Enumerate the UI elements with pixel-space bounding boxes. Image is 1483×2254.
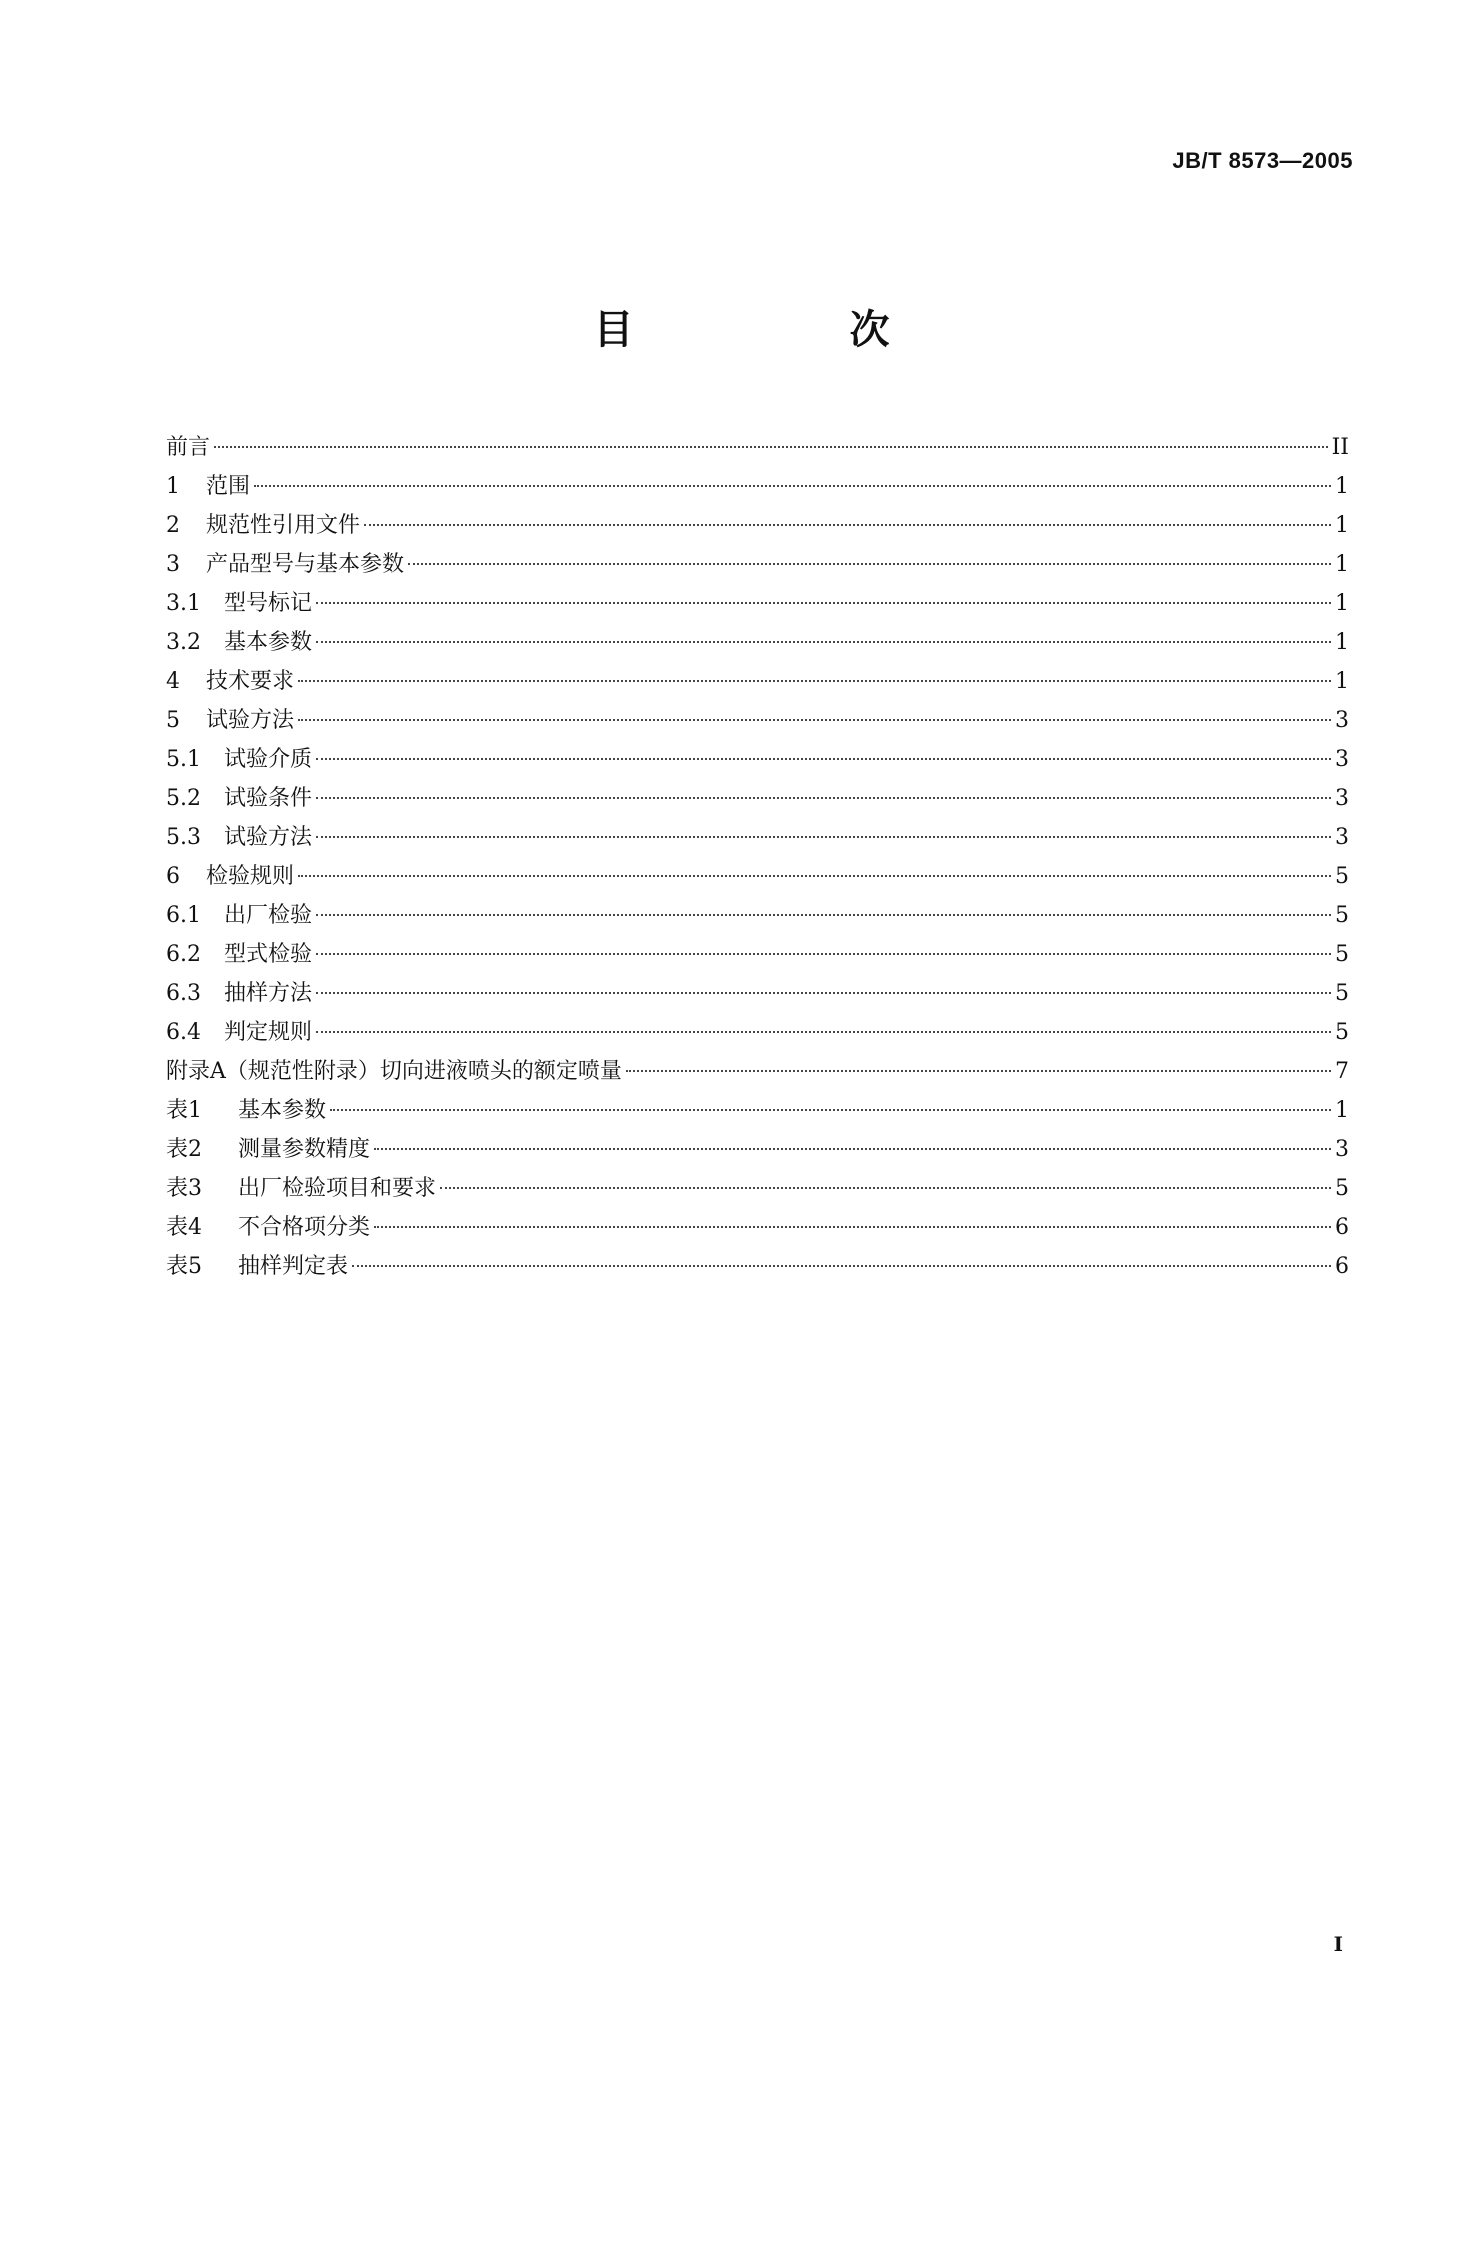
- toc-entry[interactable]: [166, 623, 1349, 662]
- toc-entry-table[interactable]: [166, 1247, 1349, 1286]
- toc-entry-title: 出厂检验项目和要求: [238, 1176, 437, 1201]
- toc-entry-page: 1: [1335, 591, 1349, 616]
- toc-entry-title: 附录A（规范性附录）切向进液喷头的额定喷量: [166, 1059, 622, 1084]
- toc-entry[interactable]: [166, 740, 1349, 779]
- toc-entry-page: 5: [1335, 903, 1349, 928]
- toc-entry-title: 基本参数: [238, 1098, 327, 1123]
- toc-entry[interactable]: [166, 1013, 1349, 1052]
- toc-entry[interactable]: [166, 935, 1349, 974]
- toc-entry-number: 3.1: [166, 591, 201, 616]
- toc-entry-page: 5: [1335, 864, 1349, 889]
- toc-entry-page: II: [1331, 435, 1349, 460]
- toc-entry-page: 6: [1335, 1254, 1349, 1279]
- toc-entry-number: 2: [166, 513, 180, 538]
- standard-code: JB/T 8573—2005: [1172, 148, 1353, 173]
- toc-entry-title: 检验规则: [206, 864, 295, 889]
- toc-entry-title: 型号标记: [224, 591, 313, 616]
- toc-entry-number: 5.1: [166, 747, 201, 772]
- dot-leader: [316, 641, 1331, 643]
- toc-entry-title: 产品型号与基本参数: [206, 552, 405, 577]
- toc-entry-page: 1: [1335, 669, 1349, 694]
- dot-leader: [626, 1070, 1331, 1072]
- toc-entry-page: 5: [1335, 981, 1349, 1006]
- dot-leader: [364, 524, 1331, 526]
- toc-entry-page: 7: [1335, 1059, 1349, 1084]
- toc-entry-number: 表5: [166, 1254, 202, 1279]
- dot-leader: [316, 992, 1331, 994]
- toc-entry-title: 不合格项分类: [238, 1215, 371, 1240]
- toc-entry-number: 4: [166, 669, 180, 694]
- dot-leader: [352, 1265, 1331, 1267]
- dot-leader: [440, 1187, 1331, 1189]
- dot-leader: [298, 875, 1331, 877]
- toc-entry-page: 3: [1335, 1137, 1349, 1162]
- dot-leader: [316, 797, 1331, 799]
- toc-entry-title: 出厂检验: [224, 903, 313, 928]
- toc-entry-title: 测量参数精度: [238, 1137, 371, 1162]
- toc-entry-number: 5.3: [166, 825, 201, 850]
- toc-entry[interactable]: [166, 506, 1349, 545]
- toc-entry[interactable]: [166, 662, 1349, 701]
- dot-leader: [316, 914, 1331, 916]
- toc-entry[interactable]: [166, 779, 1349, 818]
- toc-entry-table[interactable]: [166, 1169, 1349, 1208]
- dot-leader: [374, 1226, 1331, 1228]
- toc-entry-title: 抽样方法: [224, 981, 313, 1006]
- toc-entry-page: 6: [1335, 1215, 1349, 1240]
- dot-leader: [316, 953, 1331, 955]
- toc-entry-number: 表4: [166, 1215, 202, 1240]
- toc-entry-number: 6.1: [166, 903, 201, 928]
- toc-entry-title: 范围: [206, 474, 251, 499]
- toc-entry-number: 6: [166, 864, 180, 889]
- table-of-contents: [166, 428, 1349, 1286]
- toc-entry-number: 表3: [166, 1176, 202, 1201]
- toc-entry-title: 型式检验: [224, 942, 313, 967]
- toc-entry-page: 5: [1335, 942, 1349, 967]
- toc-entry-page: 3: [1335, 708, 1349, 733]
- toc-entry-title: 试验介质: [224, 747, 313, 772]
- toc-entry-page: 5: [1335, 1176, 1349, 1201]
- toc-entry-title: 技术要求: [206, 669, 295, 694]
- toc-entry-number: 3.2: [166, 630, 201, 655]
- toc-entry-title: 前言: [166, 435, 211, 460]
- toc-entry-title: 试验条件: [224, 786, 313, 811]
- toc-entry-title: 判定规则: [224, 1020, 313, 1045]
- toc-entry-page: 3: [1335, 825, 1349, 850]
- toc-entry[interactable]: [166, 545, 1349, 584]
- toc-entry-table[interactable]: [166, 1091, 1349, 1130]
- toc-entry-number: 表1: [166, 1098, 202, 1123]
- toc-entry-number: 6.2: [166, 942, 201, 967]
- toc-entry[interactable]: [166, 857, 1349, 896]
- page-number: I: [1333, 1932, 1343, 1956]
- dot-leader: [298, 719, 1331, 721]
- dot-leader: [374, 1148, 1331, 1150]
- toc-entry[interactable]: [166, 701, 1349, 740]
- toc-entry[interactable]: [166, 974, 1349, 1013]
- dot-leader: [254, 485, 1331, 487]
- dot-leader: [316, 1031, 1331, 1033]
- toc-entry-page: 3: [1335, 786, 1349, 811]
- toc-entry-page: 1: [1335, 630, 1349, 655]
- dot-leader: [298, 680, 1331, 682]
- toc-entry-number: 6.3: [166, 981, 201, 1006]
- toc-entry-number: 1: [166, 474, 180, 499]
- dot-leader: [408, 563, 1331, 565]
- dot-leader: [316, 758, 1331, 760]
- toc-entry-page: 1: [1335, 552, 1349, 577]
- toc-entry-page: 1: [1335, 513, 1349, 538]
- toc-entry-appendix[interactable]: [166, 1052, 1349, 1091]
- toc-entry-table[interactable]: [166, 1130, 1349, 1169]
- toc-entry[interactable]: [166, 584, 1349, 623]
- dot-leader: [316, 602, 1331, 604]
- toc-entry-number: 5: [166, 708, 180, 733]
- dot-leader: [316, 836, 1331, 838]
- toc-entry-number: 表2: [166, 1137, 202, 1162]
- toc-entry-number: 6.4: [166, 1020, 201, 1045]
- toc-entry-page: 1: [1335, 474, 1349, 499]
- toc-entry-number: 3: [166, 552, 180, 577]
- toc-entry[interactable]: [166, 428, 1349, 467]
- toc-entry-title: 抽样判定表: [238, 1254, 349, 1279]
- toc-entry[interactable]: [166, 896, 1349, 935]
- toc-entry[interactable]: [166, 818, 1349, 857]
- toc-entry-title: 试验方法: [224, 825, 313, 850]
- dot-leader: [214, 446, 1328, 448]
- toc-entry-title: 试验方法: [206, 708, 295, 733]
- toc-entry[interactable]: [166, 467, 1349, 506]
- page-title: 目 次: [593, 307, 978, 353]
- toc-entry-page: 5: [1335, 1020, 1349, 1045]
- dot-leader: [330, 1109, 1331, 1111]
- toc-entry-number: 5.2: [166, 786, 201, 811]
- toc-entry-title: 规范性引用文件: [206, 513, 361, 538]
- toc-entry-table[interactable]: [166, 1208, 1349, 1247]
- toc-entry-page: 1: [1335, 1098, 1349, 1123]
- toc-entry-title: 基本参数: [224, 630, 313, 655]
- toc-entry-page: 3: [1335, 747, 1349, 772]
